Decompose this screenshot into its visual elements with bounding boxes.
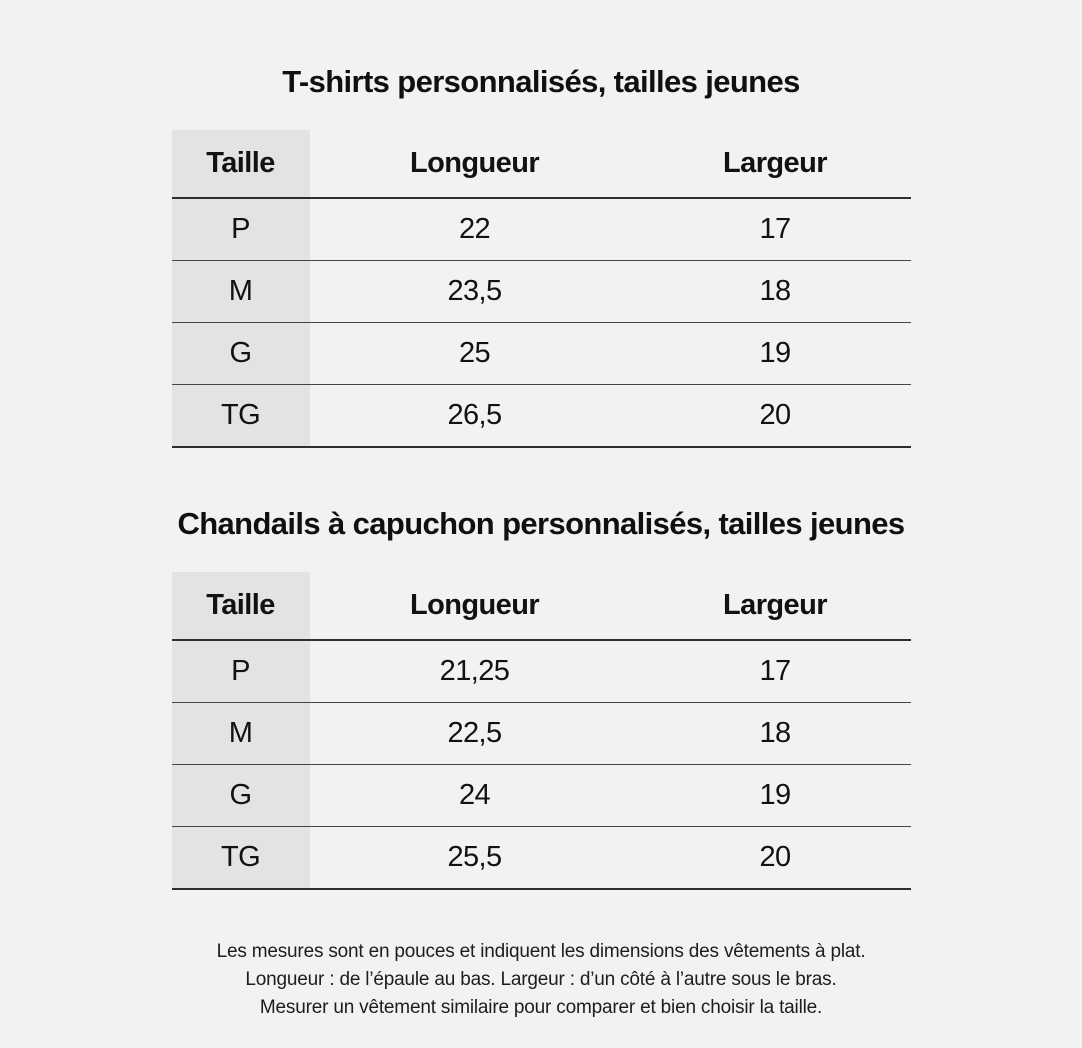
footnote-line-advice: Mesurer un vêtement similaire pour comparer et bien choisir la taille. (259, 997, 823, 1018)
measurement-footnote (0, 938, 1082, 1022)
size-cell-taille: TG (172, 827, 310, 890)
column-header-longueur: Longueur (310, 572, 640, 640)
size-row-g (172, 323, 911, 385)
size-cell-longueur: 21,25 (310, 640, 640, 703)
size-row-g (172, 765, 911, 827)
footnote-line-units: Les mesures sont en pouces et indiquent les dimensions des vêtements à plat. (216, 941, 866, 962)
size-cell-largeur: 17 (640, 198, 911, 261)
hoodie-size-table (172, 572, 911, 890)
size-cell-largeur: 19 (640, 765, 911, 827)
hoodie-table-title: Chandails à capuchon personnalisés, tailles jeunes (177, 506, 905, 541)
size-cell-taille: M (172, 703, 310, 765)
size-row-m (172, 261, 911, 323)
size-row-m (172, 703, 911, 765)
column-header-longueur: Longueur (310, 130, 640, 198)
size-cell-largeur: 20 (640, 385, 911, 448)
size-cell-largeur: 17 (640, 640, 911, 703)
size-cell-longueur: 23,5 (310, 261, 640, 323)
size-cell-taille: TG (172, 385, 310, 448)
size-cell-largeur: 19 (640, 323, 911, 385)
size-cell-largeur: 18 (640, 261, 911, 323)
size-cell-largeur: 18 (640, 703, 911, 765)
header-row (172, 572, 911, 640)
column-header-largeur: Largeur (640, 130, 911, 198)
size-cell-longueur: 22,5 (310, 703, 640, 765)
size-cell-taille: P (172, 640, 310, 703)
column-header-largeur: Largeur (640, 572, 911, 640)
header-row (172, 130, 911, 198)
size-cell-taille: M (172, 261, 310, 323)
size-cell-taille: P (172, 198, 310, 261)
tshirt-size-table (172, 130, 911, 448)
column-header-taille: Taille (172, 572, 310, 640)
size-cell-taille: G (172, 765, 310, 827)
footnote-line-definitions: Longueur : de l’épaule au bas. Largeur : d’un côté à l’autre sous le bras. (245, 969, 837, 990)
size-cell-longueur: 25 (310, 323, 640, 385)
size-cell-largeur: 20 (640, 827, 911, 890)
column-header-taille: Taille (172, 130, 310, 198)
size-cell-longueur: 26,5 (310, 385, 640, 448)
tshirt-table-title: T-shirts personnalisés, tailles jeunes (282, 64, 800, 99)
size-row-p (172, 640, 911, 703)
size-row-p (172, 198, 911, 261)
size-row-tg (172, 385, 911, 448)
size-row-tg (172, 827, 911, 890)
size-cell-longueur: 24 (310, 765, 640, 827)
size-cell-taille: G (172, 323, 310, 385)
size-cell-longueur: 25,5 (310, 827, 640, 890)
size-cell-longueur: 22 (310, 198, 640, 261)
